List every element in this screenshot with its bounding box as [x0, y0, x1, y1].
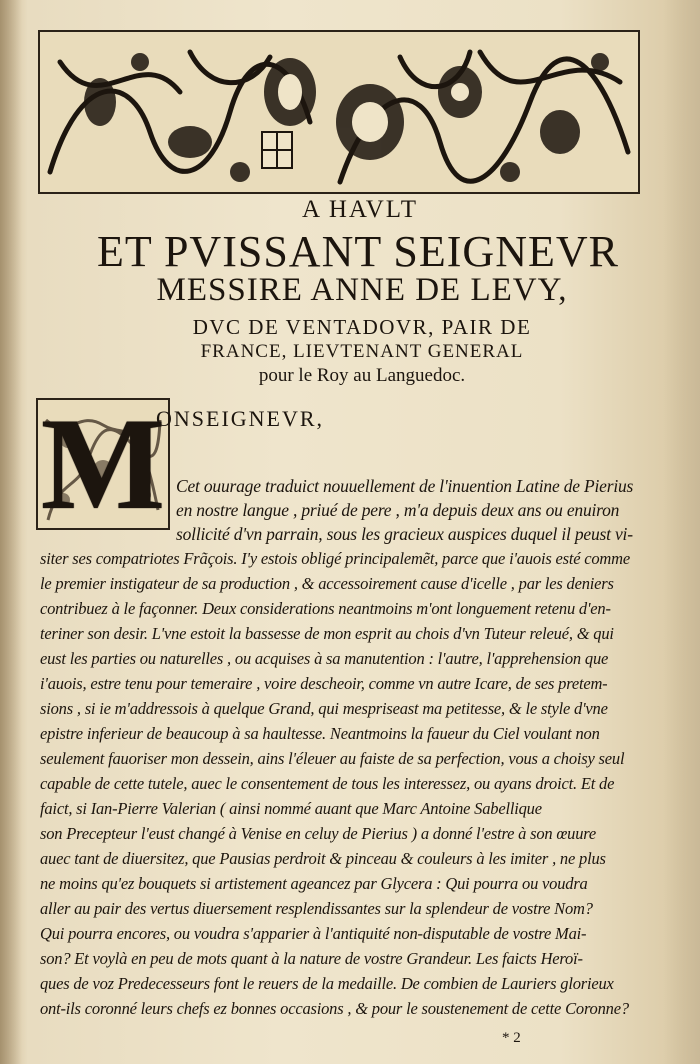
- body-line: son Precepteur l'eust changé à Venise en celuy de Pierius ) a donné l'estre à son œuure: [40, 824, 597, 843]
- heading-line-5: FRANCE, LIEVTENANT GENERAL: [200, 341, 524, 362]
- heading-line-3: MESSIRE ANNE DE LEVY,: [156, 272, 568, 308]
- body-line: siter ses compatriotes Frãçois. I'y estois obligé principalemẽt, parce que i'auois esté comme: [40, 549, 630, 568]
- woodcut-headpiece-icon: [38, 30, 640, 194]
- body-line: Qui pourra encores, ou voudra s'apparier à l'antiquité non-disputable de vostre Mai-: [40, 924, 587, 943]
- body-line: ques de voz Predecesseurs font le reuers de la medaille. De combien de Lauriers glorieux: [40, 974, 614, 993]
- heading-line-2: ET PVISSANT SEIGNEVR: [97, 227, 619, 276]
- drop-capital: [36, 390, 170, 537]
- body-line: ne moins qu'ez bouquets si artistement ageancez par Glycera : Qui pourra ou voudra: [40, 874, 588, 893]
- body-line: seulement fauoriser mon dessein, ains l'éleuer au faiste de sa perfection, vous a choisy seul: [40, 749, 625, 768]
- body-line: contribuez à le façonner. Deux considerations neantmoins m'ont longuement retenu d'en-: [40, 599, 611, 618]
- body-line: sions , si ie m'addressois à quelque Grand, qui mespriseast ma petitesse, & le style d'vne: [40, 699, 608, 718]
- body-line: le premier instigateur de sa production , & accessoirement cause d'icelle , par les deniers: [40, 574, 614, 593]
- signature-mark: * 2: [502, 1030, 521, 1046]
- body-line: capable de cette tutele, auec le consentement de tous les interessez, ou ayans droict. Et de: [40, 774, 615, 793]
- gutter-shadow: [0, 0, 22, 1064]
- body-line: epistre inferieur de beaucoup à sa haultesse. Neantmoins la faueur du Ciel voulant non: [40, 724, 600, 743]
- heading-line-6: pour le Roy au Languedoc.: [258, 365, 466, 386]
- body-line: son? Et voylà en peu de mots quant à la nature de vostre Grandeur. Les faicts Heroï-: [40, 949, 583, 968]
- page-edge: [664, 0, 700, 1064]
- heading-line-4: DVC DE VENTADOVR, PAIR DE: [192, 315, 532, 339]
- body-line: eust les parties ou naturelles , ou acquises à sa manutention : l'autre, l'apprehension que: [40, 649, 609, 668]
- salutation: ONSEIGNEVR,: [156, 406, 325, 431]
- body-line: teriner son desir. L'vne estoit la bassesse de mon esprit au chois d'vn Tuteur releué, & qui: [40, 624, 614, 643]
- body-line: sollicité d'vn parrain, sous les gracieux auspices duquel il peust vi-: [176, 524, 633, 544]
- body-line: aller au pair des vertus diuersement resplendissantes sur la splendeur de vostre Nom?: [40, 899, 593, 918]
- body-line: i'auois, estre tenu pour temeraire , voire descheoir, comme vn autre Icare, de ses pretem-: [40, 674, 608, 693]
- body-line: en nostre langue , priué de pere , m'a depuis deux ans ou enuiron: [176, 500, 620, 520]
- body-line: auec tant de diuersitez, que Pausias perdroit & pinceau & couleurs à les imiter , ne plus: [40, 849, 606, 868]
- body-line: Cet ouurage traduict nouuellement de l'inuention Latine de Pierius: [176, 476, 634, 496]
- dropcap-letter: M: [40, 390, 166, 537]
- body-line: faict, si Ian-Pierre Valerian ( ainsi nommé auant que Marc Antoine Sabellique: [40, 799, 542, 818]
- body-line: ont-ils coronné leurs chefs ez bonnes occasions , & pour le soustenement de cette Coronne?: [40, 999, 629, 1018]
- heading-line-1: A HAVLT: [301, 196, 419, 223]
